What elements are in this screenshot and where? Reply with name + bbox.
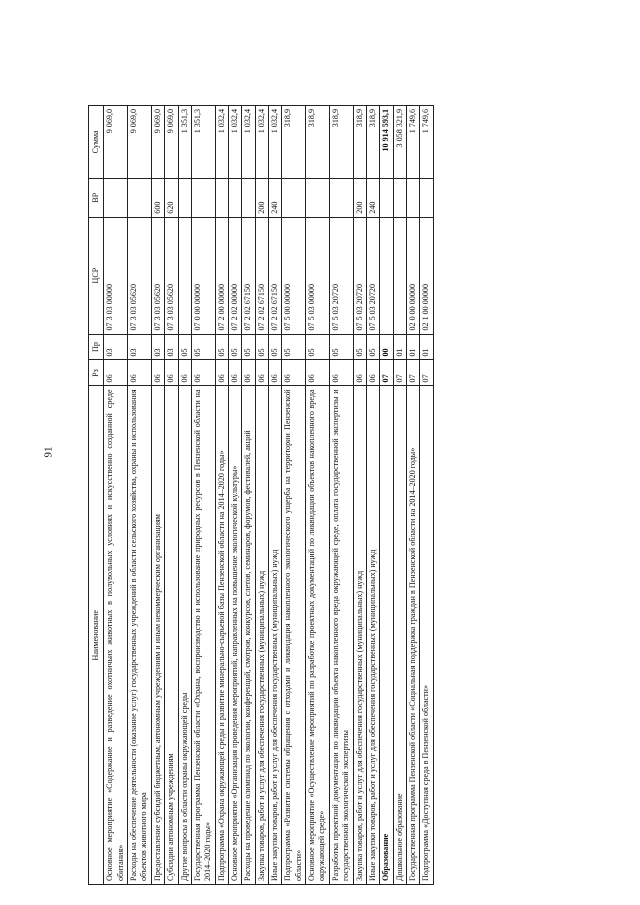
table-row (353, 106, 366, 885)
table-row (329, 106, 353, 885)
cell-pr: 05 (269, 334, 282, 360)
cell-rz: 06 (178, 360, 191, 386)
cell-pr: 05 (215, 334, 228, 360)
cell-rz: 06 (151, 360, 164, 386)
table-row (282, 106, 306, 885)
table-row (228, 106, 241, 885)
cell-rz: 06 (329, 360, 353, 386)
table-header-row (89, 106, 104, 885)
cell-csr: 07 2 02 00000 (228, 217, 241, 334)
cell-rz: 06 (269, 360, 282, 386)
cell-name: Государственная программа Пензенской области «Охрана, воспроизводство и использование природных ресурсов в Пензенской области на 2014–2020 годы» (191, 386, 215, 885)
table-row (165, 106, 178, 885)
cell-vr (282, 178, 306, 217)
cell-rz: 06 (104, 360, 128, 386)
cell-rz: 07 (420, 360, 433, 386)
cell-sum: 1 032,4 (255, 106, 268, 179)
table-row (420, 106, 433, 885)
cell-sum: 1 749,6 (420, 106, 433, 179)
cell-rz: 06 (215, 360, 228, 386)
cell-name: Образование (380, 386, 393, 885)
table-row (393, 106, 406, 885)
cell-pr: 01 (406, 334, 419, 360)
cell-sum: 1 032,4 (215, 106, 228, 179)
cell-csr: 07 2 02 67150 (269, 217, 282, 334)
cell-name: Субсидии автономным учреждениям (165, 386, 178, 885)
cell-sum: 1 032,4 (269, 106, 282, 179)
cell-vr (128, 178, 152, 217)
cell-rz: 06 (165, 360, 178, 386)
cell-sum: 3 058 321,9 (393, 106, 406, 179)
cell-sum: 9 069,0 (151, 106, 164, 179)
table-body (104, 106, 433, 885)
budget-table (88, 105, 434, 885)
cell-vr (178, 178, 191, 217)
cell-csr: 07 5 03 00000 (306, 217, 330, 334)
cell-name: Разработка проектной документации по ликвидации объекта накопленного вреда окружающей среде, оплата государственной экспертизы и государственной экологической экспертизы (329, 386, 353, 885)
header-pr: Пр (89, 334, 104, 360)
cell-vr (420, 178, 433, 217)
cell-csr: 07 2 00 00000 (215, 217, 228, 334)
cell-name: Подпрограмма «Развитие системы обращения с отходами и ликвидация накопленного экологического ущерба на территории Пензенской области» (282, 386, 306, 885)
header-rz: Рз (89, 360, 104, 386)
cell-rz: 06 (191, 360, 215, 386)
cell-name: Расходы на проведение олимпиад по экологии, конференций, смотров, конкурсов, слетов, семинаров, форумов, фестивалей, акций (242, 386, 255, 885)
cell-csr: 07 5 03 20720 (353, 217, 366, 334)
cell-csr: 07 0 00 00000 (191, 217, 215, 334)
cell-csr: 07 2 02 67150 (255, 217, 268, 334)
cell-csr (178, 217, 191, 334)
table-row (178, 106, 191, 885)
cell-name: Расходы на обеспечение деятельности (оказание услуг) государственных учреждений в области сельского хозяйства, охраны и использования объектов животного мира (128, 386, 152, 885)
cell-name: Другие вопросы в области охраны окружающей среды (178, 386, 191, 885)
cell-rz: 07 (393, 360, 406, 386)
cell-name: Иные закупки товаров, работ и услуг для обеспечения государственных (муниципальных) нужд (366, 386, 379, 885)
cell-name: Подпрограмма «Доступная среда в Пензенской области» (420, 386, 433, 885)
cell-pr: 03 (165, 334, 178, 360)
cell-csr: 02 0 00 00000 (406, 217, 419, 334)
cell-vr: 600 (151, 178, 164, 217)
cell-csr (380, 217, 393, 334)
cell-rz: 06 (128, 360, 152, 386)
table-row (128, 106, 152, 885)
cell-pr: 05 (353, 334, 366, 360)
cell-rz: 06 (306, 360, 330, 386)
cell-csr: 07 3 03 05620 (128, 217, 152, 334)
cell-name: Основное мероприятие «Осуществление мероприятий по разработке проектных документаций по ликвидации объектов накопленного вреда окружающей среде» (306, 386, 330, 885)
cell-csr: 07 5 00 00000 (282, 217, 306, 334)
cell-pr: 03 (151, 334, 164, 360)
cell-pr: 05 (282, 334, 306, 360)
cell-pr: 05 (366, 334, 379, 360)
cell-pr: 05 (242, 334, 255, 360)
table-row (191, 106, 215, 885)
header-vr: ВР (89, 178, 104, 217)
cell-pr: 01 (393, 334, 406, 360)
cell-sum: 1 032,4 (228, 106, 241, 179)
cell-pr: 05 (191, 334, 215, 360)
cell-name: Закупка товаров, работ и услуг для обеспечения государственных (муниципальных) нужд (255, 386, 268, 885)
cell-sum: 318,9 (329, 106, 353, 179)
table-row (306, 106, 330, 885)
header-name: Наименование (89, 386, 104, 885)
cell-pr: 03 (104, 334, 128, 360)
cell-vr (380, 178, 393, 217)
cell-vr: 200 (255, 178, 268, 217)
cell-sum: 1 749,6 (406, 106, 419, 179)
cell-pr: 05 (228, 334, 241, 360)
page-number: 91 (42, 446, 55, 458)
cell-name: Основное мероприятие «Содержание и разведение охотничьих животных в полувольных условиях и искусственно созданной среде обитания» (104, 386, 128, 885)
cell-csr: 07 3 03 05620 (151, 217, 164, 334)
cell-csr: 07 5 03 20720 (366, 217, 379, 334)
cell-vr (242, 178, 255, 217)
cell-pr: 00 (380, 334, 393, 360)
table-row (215, 106, 228, 885)
cell-name: Подпрограмма «Охрана окружающей среды и развитие минерально-сырьевой базы Пензенской области на 2014–2020 годы» (215, 386, 228, 885)
table-row (255, 106, 268, 885)
cell-pr: 03 (128, 334, 152, 360)
cell-pr: 01 (420, 334, 433, 360)
cell-sum: 318,9 (366, 106, 379, 179)
cell-pr: 05 (329, 334, 353, 360)
cell-rz: 06 (255, 360, 268, 386)
cell-rz: 06 (353, 360, 366, 386)
cell-vr (191, 178, 215, 217)
table-row (104, 106, 128, 885)
cell-rz: 07 (406, 360, 419, 386)
cell-vr (329, 178, 353, 217)
cell-name: Иные закупки товаров, работ и услуг для обеспечения государственных (муниципальных) нужд (269, 386, 282, 885)
cell-name: Предоставление субсидий бюджетным, автономным учреждениям и иным некоммерческим организациям (151, 386, 164, 885)
cell-csr: 07 3 03 05620 (165, 217, 178, 334)
cell-vr (393, 178, 406, 217)
cell-csr (393, 217, 406, 334)
cell-rz: 07 (380, 360, 393, 386)
cell-pr: 05 (178, 334, 191, 360)
table-row (242, 106, 255, 885)
rotated-page (88, 105, 598, 885)
cell-sum: 9 069,0 (104, 106, 128, 179)
cell-vr (406, 178, 419, 217)
cell-csr: 07 3 03 00000 (104, 217, 128, 334)
table-row (406, 106, 419, 885)
cell-csr: 07 2 02 67150 (242, 217, 255, 334)
cell-sum: 10 914 593,1 (380, 106, 393, 179)
cell-sum: 9 069,0 (165, 106, 178, 179)
table-row (151, 106, 164, 885)
cell-vr: 620 (165, 178, 178, 217)
header-csr: ЦСР (89, 217, 104, 334)
cell-name: Закупка товаров, работ и услуг для обеспечения государственных (муниципальных) нужд (353, 386, 366, 885)
cell-sum: 318,9 (306, 106, 330, 179)
cell-vr (228, 178, 241, 217)
cell-vr (215, 178, 228, 217)
cell-name: Государственная программа Пензенской области «Социальная поддержка граждан в Пензенской области на 2014–2020 годы» (406, 386, 419, 885)
cell-sum: 9 069,0 (128, 106, 152, 179)
cell-sum: 318,9 (282, 106, 306, 179)
cell-rz: 06 (366, 360, 379, 386)
cell-pr: 05 (255, 334, 268, 360)
cell-sum: 1 032,4 (242, 106, 255, 179)
cell-name: Основное мероприятие «Организация проведения мероприятий, направленных на повышение экологической культуры» (228, 386, 241, 885)
cell-csr: 02 1 00 00000 (420, 217, 433, 334)
cell-vr: 240 (269, 178, 282, 217)
cell-rz: 06 (228, 360, 241, 386)
cell-name: Дошкольное образование (393, 386, 406, 885)
cell-sum: 1 351,3 (191, 106, 215, 179)
cell-vr (306, 178, 330, 217)
cell-rz: 06 (242, 360, 255, 386)
cell-vr (104, 178, 128, 217)
cell-pr: 05 (306, 334, 330, 360)
header-sum: Сумма (89, 106, 104, 179)
cell-sum: 1 351,3 (178, 106, 191, 179)
table-row (380, 106, 393, 885)
cell-vr: 200 (353, 178, 366, 217)
cell-sum: 318,9 (353, 106, 366, 179)
table-row (366, 106, 379, 885)
cell-vr: 240 (366, 178, 379, 217)
table-row (269, 106, 282, 885)
cell-rz: 06 (282, 360, 306, 386)
cell-csr: 07 5 03 20720 (329, 217, 353, 334)
